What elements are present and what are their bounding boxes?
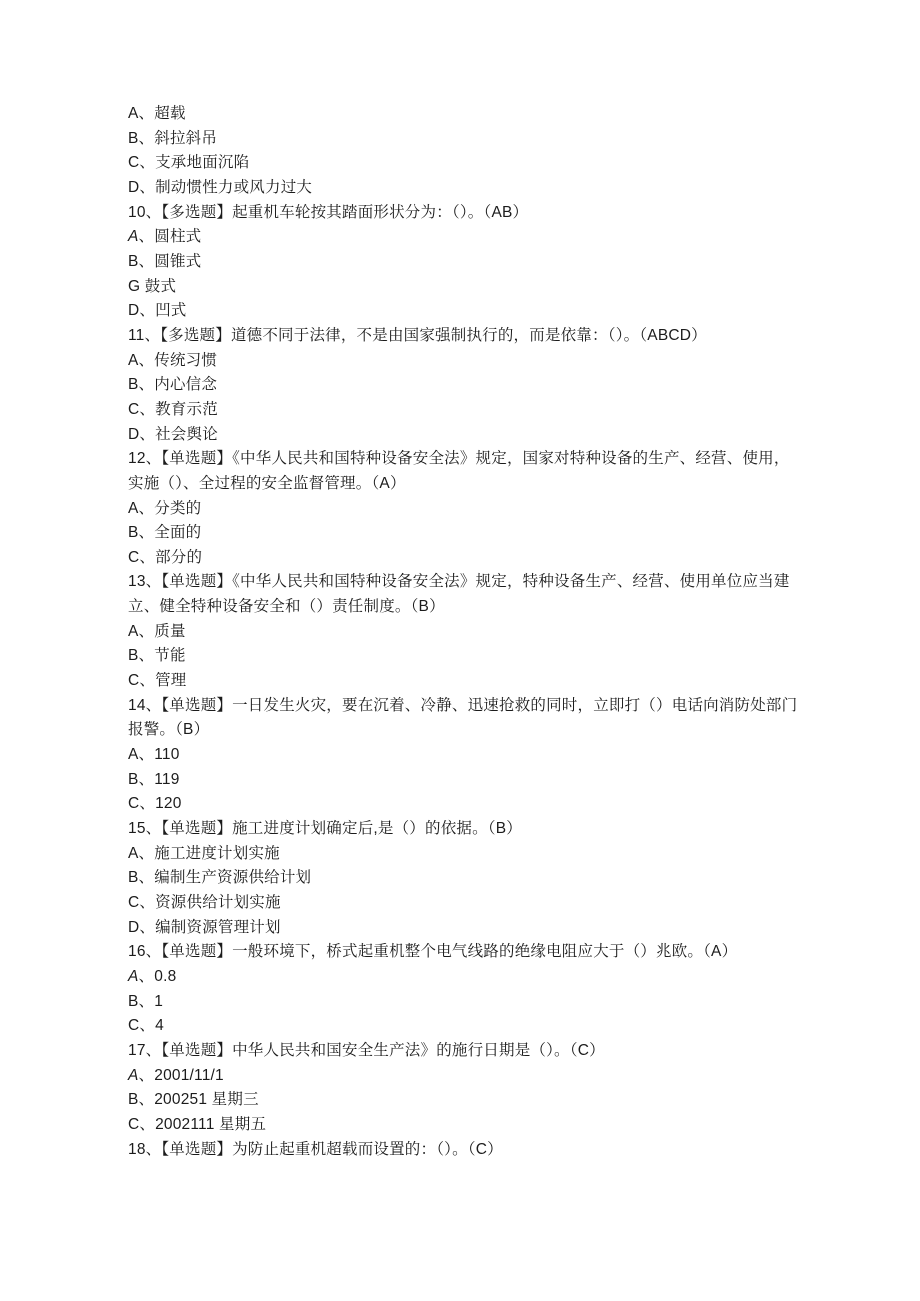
option-line: A、超载 <box>128 105 186 122</box>
option-line: A、110 <box>128 746 180 764</box>
option-line: B、斜拉斜吊 <box>128 129 218 147</box>
italic-option-letter: A <box>128 967 139 985</box>
question-line: 立、健全特种设备安全和（）责任制度。（B） <box>128 598 445 616</box>
question-line: 13、【单选题】《中华人民共和国特种设备安全法》规定，特种设备生产、经营、使用单位应当建 <box>128 573 790 591</box>
option-line: D、社会舆论 <box>128 425 218 443</box>
document-lines <box>128 102 808 1162</box>
option-line: C、4 <box>128 1017 164 1035</box>
option-line: B、200251 星期三 <box>128 1091 259 1109</box>
option-line: B、圆锥式 <box>128 252 202 270</box>
question-line: 18、【单选题】为防止起重机超载而设置的：（）。（C） <box>128 1140 503 1158</box>
italic-option-letter: A <box>128 1066 139 1084</box>
question-line: 实施（）、全过程的安全监督管理。（A） <box>128 474 406 492</box>
italic-option-letter: A <box>128 228 139 246</box>
option-line: C、管理 <box>128 672 187 690</box>
question-line: 15、【单选题】施工进度计划确定后,是（）的依据。（B） <box>128 820 522 838</box>
question-line: 11、【多选题】道德不同于法律，不是由国家强制执行的，而是依靠：（）。（ABCD） <box>128 326 707 344</box>
question-line: 12、【单选题】《中华人民共和国特种设备安全法》规定，国家对特种设备的生产、经营、使用， <box>128 450 790 468</box>
option-line: B、1 <box>128 992 164 1010</box>
option-line: B、119 <box>128 770 180 788</box>
question-line: 17、【单选题】中华人民共和国安全生产法》的施行日期是（）。（C） <box>128 1041 605 1059</box>
question-line: 报警。（B） <box>128 721 210 739</box>
option-line: B、编制生产资源供给计划 <box>128 869 312 887</box>
option-line: D、编制资源管理计划 <box>128 918 281 936</box>
option-line: A、传统习惯 <box>128 351 218 369</box>
option-line: D、制动惯性力或风力过大 <box>128 178 313 196</box>
option-line: C、2002111 星期五 <box>128 1115 267 1133</box>
option-line: A、施工进度计划实施 <box>128 844 280 862</box>
option-line: B、全面的 <box>128 524 202 542</box>
option-line: C、部分的 <box>128 548 203 566</box>
question-line: 14、【单选题】一日发生火灾，要在沉着、冷静、迅速抢救的同时，立即打（）电话向消防处部门 <box>128 696 798 714</box>
option-line: B、内心信念 <box>128 376 218 394</box>
option-line: C、资源供给计划实施 <box>128 894 281 911</box>
question-line: 10、【多选题】起重机车轮按其踏面形状分为：（）。（AB） <box>128 203 529 221</box>
option-line: B、节能 <box>128 647 186 665</box>
option-line: C、120 <box>128 795 182 813</box>
option-line: A、圆柱式 <box>128 228 202 246</box>
question-line: 16、【单选题】一般环境下，桥式起重机整个电气线路的绝缘电阻应大于（）兆欧。（A） <box>128 943 738 961</box>
option-line: A、0.8 <box>128 967 177 985</box>
option-line: A、质量 <box>128 622 186 640</box>
option-line: C、教育示范 <box>128 400 218 418</box>
option-line: C、支承地面沉陷 <box>128 154 250 172</box>
option-line: A、分类的 <box>128 499 202 517</box>
option-line: G 鼓式 <box>128 277 177 295</box>
option-line: A、2001/11/1 <box>128 1066 224 1084</box>
option-line: D、凹式 <box>128 302 187 320</box>
